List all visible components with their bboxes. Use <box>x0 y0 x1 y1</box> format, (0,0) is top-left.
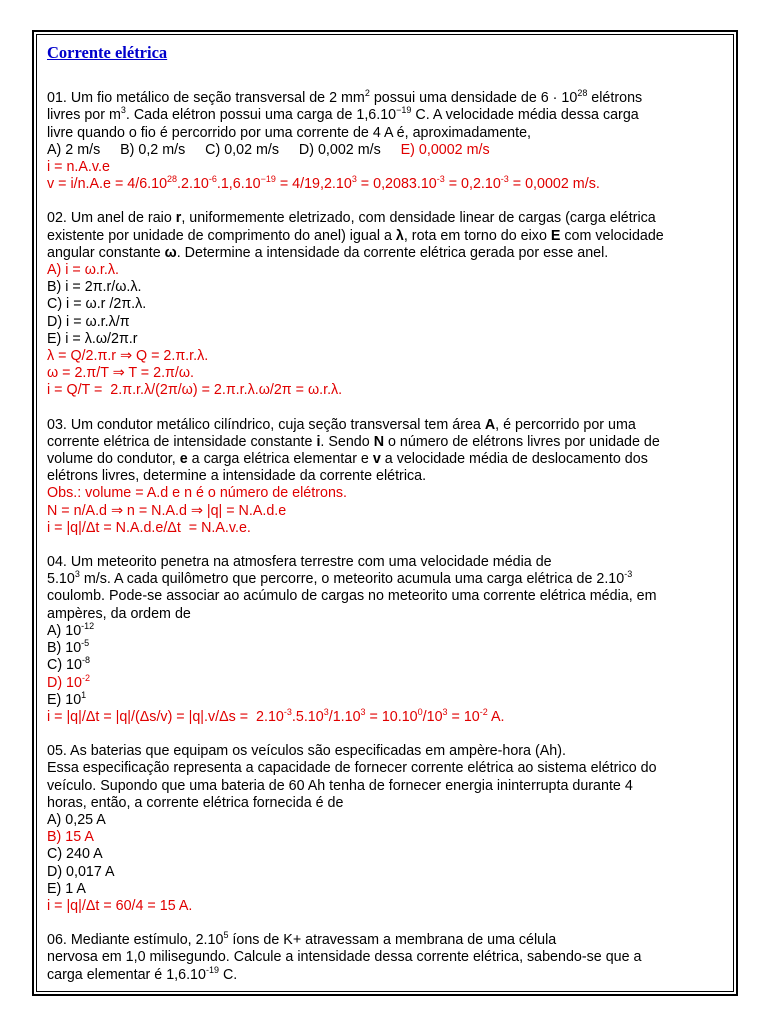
solution-line: λ = Q/2.π.r ⇒ Q = 2.π.r.λ. <box>47 348 209 365</box>
solution-line: N = n/A.d ⇒ n = N.A.d ⇒ |q| = N.A.d.e <box>47 502 287 519</box>
option-c: C) 240 A <box>47 846 103 863</box>
option-a: A) $10^{-12}$ <box>47 620 95 639</box>
question-text-line: existente por unidade de comprimento do anel) igual a λ, rota em torno do eixo E com velocidade <box>47 227 664 244</box>
question-text-line: Essa especificação representa a capacidade de fornecer corrente elétrica ao sistema elétrico do <box>47 760 657 777</box>
question-text-line: carga elementar é $1,6.10^{-19}$ C. <box>47 964 238 983</box>
question-text-line: 04. Um meteorito penetra na atmosfera terrestre com uma velocidade média de <box>47 554 552 571</box>
question-text-line: angular constante ω. Determine a intensidade da corrente elétrica gerada por esse anel. <box>47 244 609 261</box>
question-04 <box>47 554 719 726</box>
option-d: D) 0,002 m/s <box>298 141 381 158</box>
question-text-line: 06. Mediante estímulo, 2.10$^5$ íons de K+ atravessam a membrana de uma célula <box>47 930 557 949</box>
question-text-line: nervosa em 1,0 milisegundo. Calcule a intensidade dessa corrente elétrica, sabendo-se que a <box>47 949 642 966</box>
option-b: B) 0,2 m/s <box>120 141 186 158</box>
question-text-line: 05. As baterias que equipam os veículos são especificadas em ampère-hora (Ah). <box>47 743 566 760</box>
correct-option: B) 15 A <box>47 829 94 846</box>
solution-line: i = |q|/Δt = N.A.d.e/Δt = N.A.v.e. <box>47 519 251 536</box>
solution-line: i = Q/T = 2.π.r.λ/(2π/ω) = 2.π.r.λ.ω/2π = ω.r.λ. <box>47 382 343 399</box>
option-e: E) i = λ.ω/2π.r <box>47 330 138 347</box>
correct-option: E) 0,0002 m/s <box>400 141 490 158</box>
solution-line: i = n.A.v.e <box>47 159 110 176</box>
question-text-line: ampères, da ordem de <box>47 605 191 622</box>
option-d: D) 0,017 A <box>47 863 115 880</box>
question-text-line: veículo. Supondo que uma bateria de 60 Ah tenha de fornecer energia ininterrupta durante 4 <box>47 777 633 794</box>
solution-line: i = |q|/Δt = 60/4 = 15 A. <box>47 897 193 914</box>
question-text-line: horas, então, a corrente elétrica fornecida é de <box>47 794 344 811</box>
solution-line: $v = i/n.A.e = 4/6.10^{28}.2.10^{-6}.1,6.10^{-19} = 4/19,2.10^3 = 0,2083.10^{-3} = 0,2.10^{-3} = 0,0002$ m/s. <box>47 174 600 193</box>
option-a: A) 0,25 A <box>47 811 106 828</box>
question-text-line: volume do condutor, e a carga elétrica elementar e v a velocidade média de deslocamento dos <box>47 451 648 468</box>
option-a: A) 2 m/s <box>47 141 101 158</box>
question-text-line: elétrons livres, determine a intensidade da corrente elétrica. <box>47 468 427 485</box>
page-title: Corrente elétrica <box>47 43 168 62</box>
question-text-line: 01. Um fio metálico de seção transversal de 2 $mm^2$ possui uma densidade de $6 \cdot 10^{28}$ elétrons <box>47 88 643 107</box>
question-02 <box>47 210 719 399</box>
option-d: D) i = ω.r.λ/π <box>47 313 130 330</box>
option-b: B) i = 2π.r/ω.λ. <box>47 279 142 296</box>
correct-option: A) i = ω.r.λ. <box>47 262 119 279</box>
question-03 <box>47 417 719 537</box>
worksheet-content <box>47 44 719 1001</box>
option-e: E) 1 A <box>47 880 86 897</box>
solution-line: $i = |q|/\Delta t = |q|/(\Delta s/v) = |q|.v/\Delta s = 2.10^{-3}.5.10^3/1.10^3 = 10.10^0/10^3 = 10^{-2}$ A. <box>47 706 505 725</box>
question-01 <box>47 90 719 193</box>
option-c: C) i = ω.r /2π.λ. <box>47 296 147 313</box>
solution-note: Obs.: volume = A.d e n é o número de elétrons. <box>47 485 348 502</box>
question-05 <box>47 743 719 915</box>
option-c: C) 0,02 m/s <box>205 141 280 158</box>
option-c: C) $10^{-8}$ <box>47 655 90 674</box>
question-text-line: 02. Um anel de raio r, uniformemente eletrizado, com densidade linear de cargas (carga elétrica <box>47 210 656 227</box>
question-text-line: 03. Um condutor metálico cilíndrico, cuja seção transversal tem área A, é percorrido por uma <box>47 416 636 433</box>
question-06 <box>47 932 719 984</box>
answer-options <box>47 142 719 159</box>
question-text-line: livre quando o fio é percorrido por uma corrente de 4 A é, aproximadamente, <box>47 124 531 141</box>
solution-line: ω = 2.π/T ⇒ T = 2.π/ω. <box>47 365 195 382</box>
question-text-line: livres por $m^3$. Cada elétron possui uma carga de $1,6.10^{-19}$ C. A velocidade média dessa carga <box>47 105 639 124</box>
question-text-line: coulomb. Pode-se associar ao acúmulo de cargas no meteorito uma corrente elétrica média, em <box>47 588 657 605</box>
correct-option: D) $10^{-2}$ <box>47 672 90 691</box>
question-text-line: 5.10$^3$ m/s. A cada quilômetro que percorre, o meteorito acumula uma carga elétrica de $2.10^{-3}$ <box>47 569 633 588</box>
option-b: B) $10^{-5}$ <box>47 638 90 657</box>
option-e: E) $10^1$ <box>47 689 87 708</box>
question-text-line: corrente elétrica de intensidade constante i. Sendo N o número de elétrons livres por unidade de <box>47 433 660 450</box>
